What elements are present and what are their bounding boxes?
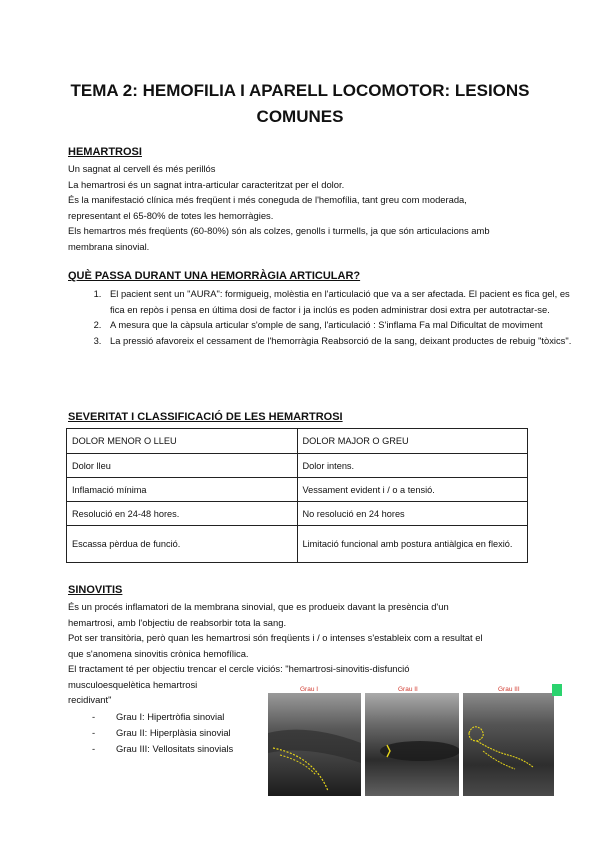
green-marker-icon <box>552 684 562 696</box>
hemartrosi-paragraph <box>68 161 534 254</box>
text-line: que s'anomena sinovitis crònica hemofílica. <box>68 647 249 659</box>
text-line: És un procés inflamatori de la membrana sinovial, que es produeix davant la presència d'un <box>68 601 449 612</box>
severitat-heading: SEVERITAT I CLASSIFICACIÓ DE LES HEMARTROSI <box>68 411 343 423</box>
image-label: Grau III <box>498 686 520 693</box>
ultrasound-figure <box>268 684 554 796</box>
text-line: Pot ser transitòria, però quan les hemartrosi són freqüents i / o intenses s'estableix com a resultat el <box>68 632 483 643</box>
table-cell: Resolució en 24-48 hores. <box>67 502 298 526</box>
severity-table <box>66 428 528 563</box>
list-item: 2. A mesura que la càpsula articular s'omple de sang, l'articulació : S'inflama Fa mal Dificultat de moviment <box>104 317 572 333</box>
table-row <box>67 429 528 454</box>
text-line: Els hemartros més freqüents (60-80%) són als colzes, genolls i turmells, ja que són articulacions amb <box>68 225 490 236</box>
image-label: Grau I <box>300 686 319 693</box>
list-item: 3. La pressió afavoreix el cessament de l'hemorràgia Reabsorció de la sang, deixant productes de rebuig "tòxics". <box>104 333 572 349</box>
table-cell: No resolució en 24 hores <box>297 502 528 526</box>
text-line: La hemartrosi és un sagnat intra-articular caracteritzat per el dolor. <box>68 178 345 190</box>
table-row <box>67 526 528 563</box>
text-line: musculoesquelètica hemartrosi <box>68 678 198 690</box>
text-line: hemartrosi, amb l'objectiu de reabsorbir tota la sang. <box>68 616 287 628</box>
list-item: - Grau II: Hiperplàsia sinovial <box>92 725 233 741</box>
text-line: representant el 65-80% de totes les hemorràgies. <box>68 209 274 221</box>
ultrasound-image-grau-1 <box>268 693 361 796</box>
image-label: Grau II <box>398 686 418 693</box>
table-row <box>67 502 528 526</box>
sinovitis-grades-list <box>92 709 233 757</box>
table-cell: Vessament evident i / o a tensió. <box>297 478 528 502</box>
text-line: recidivant" <box>68 694 112 705</box>
table-row <box>67 478 528 502</box>
list-item: 1. El pacient sent un "AURA": formigueig, molèstia en l'articulació que va a ser afectada. El pacient es fica gel, es fica en repòs i pensa en última dosi de factor i ja inclús es poden administrar dosi extra per autotractar-se. <box>104 286 572 317</box>
list-item: - Grau I: Hipertròfia sinovial <box>92 709 233 725</box>
que-passa-heading: QUÈ PASSA DURANT UNA HEMORRÀGIA ARTICULAR? <box>68 270 361 282</box>
hemartrosi-heading: HEMARTROSI <box>68 146 142 158</box>
text-line: Un sagnat al cervell és més perillós <box>68 163 216 174</box>
table-row <box>67 454 528 478</box>
ultrasound-image-grau-3 <box>463 693 554 796</box>
text-line: membrana sinovial. <box>68 240 150 252</box>
sinovitis-heading: SINOVITIS <box>68 584 123 596</box>
table-cell: Dolor intens. <box>297 454 528 478</box>
table-cell: Limitació funcional amb postura antiàlgica en flexió. <box>297 526 528 563</box>
table-cell: DOLOR MENOR O LLEU <box>67 429 298 454</box>
table-cell: DOLOR MAJOR O GREU <box>297 429 528 454</box>
table-cell: Dolor lleu <box>67 454 298 478</box>
table-cell: Inflamació mínima <box>67 478 298 502</box>
page-title: TEMA 2: HEMOFILIA I APARELL LOCOMOTOR: LESIONS COMUNES <box>70 81 530 126</box>
que-passa-list <box>68 286 572 348</box>
list-item: - Grau III: Vellositats sinovials <box>92 741 233 757</box>
table-cell: Escassa pèrdua de funció. <box>67 526 298 563</box>
ultrasound-image-grau-2 <box>365 693 459 796</box>
text-line: El tractament té per objectiu trencar el cercle viciós: "hemartrosi-sinovitis-disfunció <box>68 663 410 674</box>
text-line: És la manifestació clínica més freqüent i més coneguda de l'hemofília, tant greu com moderada, <box>68 194 467 205</box>
